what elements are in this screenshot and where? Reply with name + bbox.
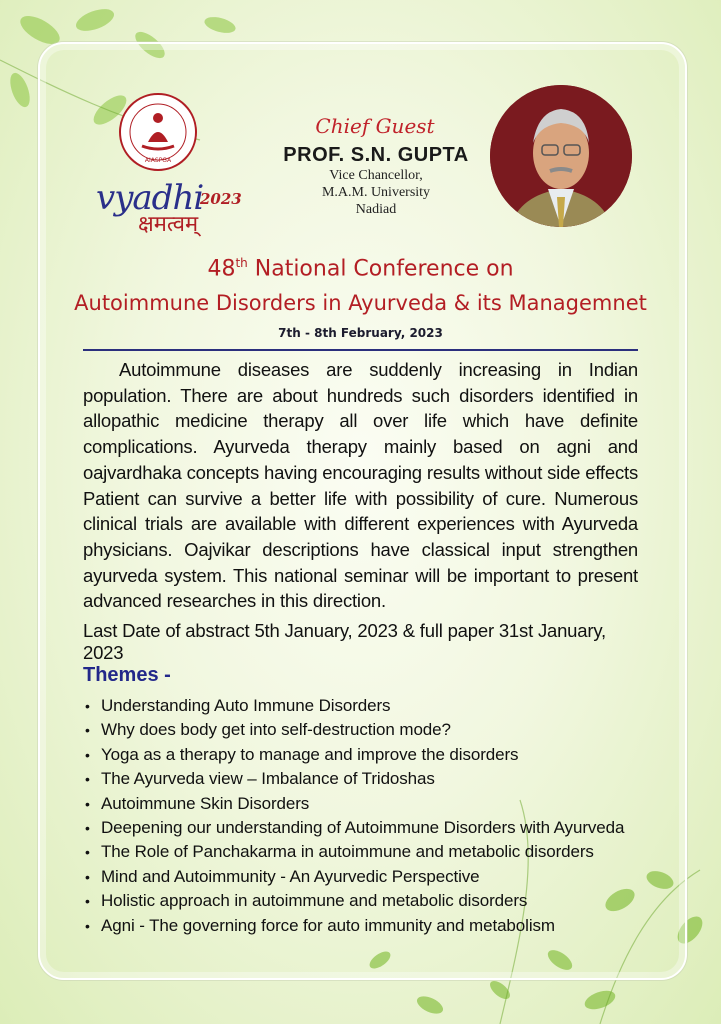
chief-guest-details xyxy=(286,167,466,218)
theme-item: • Understanding Auto Immune Disorders xyxy=(83,694,653,718)
theme-item: • Yoga as a therapy to manage and improve the disorders xyxy=(83,743,653,767)
themes-heading: Themes - xyxy=(83,664,171,686)
guest-designation: Vice Chancellor, xyxy=(329,168,423,183)
guest-university: M.A.M. University xyxy=(321,185,431,200)
event-name-hindi: क्षमत्वम् xyxy=(138,212,199,237)
theme-item: • The Role of Panchakarma in autoimmune and metabolic disorders xyxy=(83,840,653,864)
association-seal-logo xyxy=(118,92,198,172)
chief-guest-photo xyxy=(490,85,632,227)
description-paragraph: Autoimmune diseases are suddenly increasing in Indian population. There are about hundreds such disorders identified in allopathic medicine therapy all over life which have definite complications. Ayurveda therapy mainly based on agni and oajvardhaka concepts having encouraging results without side effects Patient can survive a better life with possibility of cure. Numerous clinical trials are available with different experiences with Ayurveda physicians. Oajvikar descriptions have classical input strengthen ayurveda system. This national seminar will be important to present advanced researches in this direction. xyxy=(83,359,638,612)
theme-item: • The Ayurveda view – Imbalance of Tridoshas xyxy=(83,767,653,791)
theme-item: • Mind and Autoimmunity - An Ayurvedic Perspective xyxy=(83,865,653,889)
event-year: 2023 xyxy=(200,190,242,208)
guest-location: Nadiad xyxy=(355,202,397,217)
conference-dates: 7th - 8th February, 2023 xyxy=(278,326,443,340)
conference-subtitle: Autoimmune Disorders in Ayurveda & its Managemnet xyxy=(74,291,647,315)
theme-item: • Holistic approach in autoimmune and metabolic disorders xyxy=(83,889,653,913)
svg-text:AIASPGA: AIASPGA xyxy=(144,157,172,164)
theme-item: • Autoimmune Skin Disorders xyxy=(83,792,653,816)
theme-item: • Agni - The governing force for auto immunity and metabolism xyxy=(83,914,653,938)
chief-guest-heading: Chief Guest xyxy=(315,114,435,138)
chief-guest-name: PROF. S.N. GUPTA xyxy=(283,144,469,166)
conference-title: 48th National Conference on xyxy=(207,256,514,282)
submission-deadline: Last Date of abstract 5th January, 2023 & full paper 31st January, 2023 xyxy=(83,620,606,663)
theme-item: • Deepening our understanding of Autoimmune Disorders with Ayurveda xyxy=(83,816,653,840)
event-name-english: vyadhi xyxy=(96,178,204,218)
divider xyxy=(83,349,638,351)
themes-list xyxy=(83,694,653,938)
theme-item: • Why does body get into self-destruction mode? xyxy=(83,718,653,742)
